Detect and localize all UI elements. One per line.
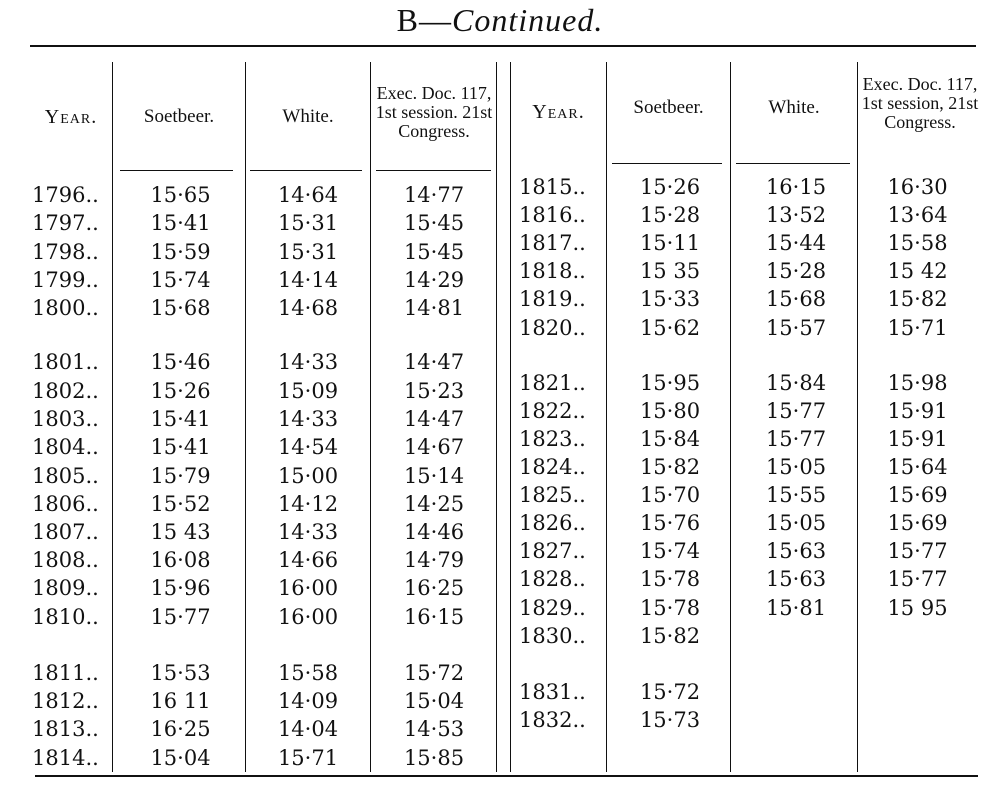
- row-white: 16·00: [277, 576, 339, 600]
- row-year: 1824..: [519, 455, 586, 479]
- row-year: 1796..: [32, 183, 99, 207]
- row-exec-doc: 15·82: [887, 287, 948, 311]
- row-exec-doc: 15·71: [887, 316, 948, 340]
- header-underline: [736, 163, 850, 164]
- row-soetbeer: 15·52: [150, 492, 211, 516]
- row-white: 14·33: [277, 520, 339, 544]
- row-white: 15·28: [765, 259, 827, 283]
- row-year: 1807..: [32, 520, 99, 544]
- row-exec-doc: 14·47: [403, 350, 465, 374]
- row-exec-doc: 15·72: [403, 661, 465, 685]
- row-exec-doc: 15·91: [887, 427, 948, 451]
- col-divider: [857, 62, 858, 772]
- col-divider: [510, 62, 511, 772]
- row-exec-doc: 14·46: [403, 520, 465, 544]
- row-white: 15·77: [765, 427, 827, 451]
- row-exec-doc: 15·85: [403, 746, 465, 770]
- row-soetbeer: 15·65: [150, 183, 211, 207]
- row-white: 15·68: [765, 287, 827, 311]
- row-year: 1804..: [32, 435, 99, 459]
- title-italic: Continued.: [452, 2, 604, 38]
- table-top-rule: [30, 45, 976, 47]
- row-year: 1820..: [519, 316, 586, 340]
- header-white-right: White.: [768, 97, 820, 118]
- row-soetbeer: 16·08: [150, 548, 211, 572]
- row-white: 14·33: [277, 407, 339, 431]
- row-year: 1808..: [32, 548, 99, 572]
- row-exec-doc: 15·69: [887, 511, 948, 535]
- row-exec-doc: 15·45: [403, 211, 465, 235]
- row-soetbeer: 15·26: [639, 175, 701, 199]
- col-divider: [730, 62, 731, 772]
- row-exec-doc: 15·77: [887, 567, 948, 591]
- row-year: 1826..: [519, 511, 586, 535]
- row-exec-doc: 16·30: [887, 175, 948, 199]
- row-exec-doc: 15·14: [403, 464, 465, 488]
- row-year: 1818..: [519, 259, 586, 283]
- row-year: 1817..: [519, 231, 586, 255]
- row-exec-doc: 15·04: [403, 689, 465, 713]
- row-white: 14·54: [277, 435, 339, 459]
- row-exec-doc: 15 95: [887, 596, 948, 620]
- row-white: 15·81: [765, 596, 827, 620]
- row-soetbeer: 15·28: [639, 203, 701, 227]
- row-soetbeer: 15·73: [639, 708, 701, 732]
- header-underline: [376, 170, 491, 171]
- row-year: 1822..: [519, 399, 586, 423]
- row-exec-doc: 16·15: [403, 605, 465, 629]
- row-white: 15·57: [765, 316, 827, 340]
- row-white: 15·55: [765, 483, 827, 507]
- row-white: 15·71: [277, 746, 339, 770]
- row-year: 1821..: [519, 371, 586, 395]
- row-white: 14·09: [277, 689, 339, 713]
- title-prefix: B—: [396, 2, 452, 38]
- row-white: 14·12: [277, 492, 339, 516]
- row-year: 1825..: [519, 483, 586, 507]
- row-exec-doc: 14·67: [403, 435, 465, 459]
- row-soetbeer: 15·26: [150, 379, 211, 403]
- row-soetbeer: 15·59: [150, 240, 211, 264]
- row-soetbeer: 15 35: [639, 259, 701, 283]
- row-soetbeer: 15·04: [150, 746, 211, 770]
- row-year: 1797..: [32, 211, 99, 235]
- row-white: 15·63: [765, 539, 827, 563]
- row-year: 1812..: [32, 689, 99, 713]
- row-soetbeer: 15·68: [150, 296, 211, 320]
- row-white: 15·05: [765, 511, 827, 535]
- row-soetbeer: 15·46: [150, 350, 211, 374]
- row-soetbeer: 15·77: [150, 605, 211, 629]
- row-soetbeer: 15·11: [639, 231, 701, 255]
- row-year: 1813..: [32, 717, 99, 741]
- header-white: White.: [282, 106, 334, 127]
- row-year: 1798..: [32, 240, 99, 264]
- row-white: 15·31: [277, 240, 339, 264]
- row-year: 1823..: [519, 427, 586, 451]
- row-white: 15·58: [277, 661, 339, 685]
- row-exec-doc: 15·23: [403, 379, 465, 403]
- col-divider: [496, 62, 497, 772]
- row-exec-doc: 15·64: [887, 455, 948, 479]
- row-soetbeer: 15·78: [639, 567, 701, 591]
- row-white: 14·33: [277, 350, 339, 374]
- row-soetbeer: 16·25: [150, 717, 211, 741]
- row-exec-doc: 14·81: [403, 296, 465, 320]
- row-year: 1815..: [519, 175, 586, 199]
- row-year: 1831..: [519, 680, 586, 704]
- row-year: 1810..: [32, 605, 99, 629]
- row-exec-doc: 15·98: [887, 371, 948, 395]
- row-year: 1830..: [519, 624, 586, 648]
- row-soetbeer: 15·53: [150, 661, 211, 685]
- row-year: 1829..: [519, 596, 586, 620]
- row-exec-doc: 16·25: [403, 576, 465, 600]
- row-soetbeer: 15 43: [150, 520, 211, 544]
- row-year: 1828..: [519, 567, 586, 591]
- row-year: 1811..: [32, 661, 99, 685]
- table-bottom-rule: [35, 775, 978, 777]
- row-exec-doc: 15·45: [403, 240, 465, 264]
- row-year: 1805..: [32, 464, 99, 488]
- row-soetbeer: 15·72: [639, 680, 701, 704]
- row-soetbeer: 15·82: [639, 455, 701, 479]
- row-white: 13·52: [765, 203, 827, 227]
- row-year: 1819..: [519, 287, 586, 311]
- row-white: 16·15: [765, 175, 827, 199]
- row-year: 1816..: [519, 203, 586, 227]
- row-exec-doc: 14·77: [403, 183, 465, 207]
- row-soetbeer: 15·41: [150, 435, 211, 459]
- row-exec-doc: 14·79: [403, 548, 465, 572]
- row-exec-doc: 14·47: [403, 407, 465, 431]
- header-soetbeer: Soetbeer.: [143, 106, 215, 127]
- row-year: 1827..: [519, 539, 586, 563]
- header-exec-doc: Exec. Doc. 117, 1st session. 21st Congress.: [375, 82, 493, 141]
- row-year: 1814..: [32, 746, 99, 770]
- row-soetbeer: 16 11: [150, 689, 211, 713]
- row-soetbeer: 15·74: [639, 539, 701, 563]
- row-exec-doc: 15·77: [887, 539, 948, 563]
- row-white: 14·64: [277, 183, 339, 207]
- col-divider: [370, 62, 371, 772]
- row-white: 15·44: [765, 231, 827, 255]
- row-soetbeer: 15·78: [639, 596, 701, 620]
- header-soetbeer-right: Soetbeer.: [633, 97, 704, 118]
- row-white: 15·31: [277, 211, 339, 235]
- header-year-right: Year.: [532, 101, 585, 123]
- row-year: 1799..: [32, 268, 99, 292]
- row-white: 15·05: [765, 455, 827, 479]
- row-white: 15·84: [765, 371, 827, 395]
- row-year: 1802..: [32, 379, 99, 403]
- row-soetbeer: 15·80: [639, 399, 701, 423]
- row-white: 15·00: [277, 464, 339, 488]
- row-exec-doc: 15·91: [887, 399, 948, 423]
- row-white: 16·00: [277, 605, 339, 629]
- page-title: [0, 2, 1000, 39]
- row-white: 14·04: [277, 717, 339, 741]
- header-year: Year.: [44, 106, 98, 128]
- row-year: 1801..: [32, 350, 99, 374]
- row-white: 15·63: [765, 567, 827, 591]
- row-white: 15·77: [765, 399, 827, 423]
- row-year: 1809..: [32, 576, 99, 600]
- header-underline: [612, 163, 722, 164]
- row-soetbeer: 15·33: [639, 287, 701, 311]
- row-soetbeer: 15·96: [150, 576, 211, 600]
- row-exec-doc: 14·53: [403, 717, 465, 741]
- row-soetbeer: 15·74: [150, 268, 211, 292]
- row-exec-doc: 14·29: [403, 268, 465, 292]
- row-soetbeer: 15·70: [639, 483, 701, 507]
- row-white: 15·09: [277, 379, 339, 403]
- row-soetbeer: 15·84: [639, 427, 701, 451]
- row-year: 1803..: [32, 407, 99, 431]
- row-soetbeer: 15·41: [150, 407, 211, 431]
- row-soetbeer: 15·76: [639, 511, 701, 535]
- row-white: 14·14: [277, 268, 339, 292]
- row-soetbeer: 15·82: [639, 624, 701, 648]
- row-white: 14·68: [277, 296, 339, 320]
- row-soetbeer: 15·41: [150, 211, 211, 235]
- row-exec-doc: 13·64: [887, 203, 948, 227]
- row-year: 1832..: [519, 708, 586, 732]
- row-exec-doc: 15·69: [887, 483, 948, 507]
- row-soetbeer: 15·79: [150, 464, 211, 488]
- row-exec-doc: 15 42: [887, 259, 948, 283]
- row-exec-doc: 14·25: [403, 492, 465, 516]
- row-soetbeer: 15·95: [639, 371, 701, 395]
- row-year: 1800..: [32, 296, 99, 320]
- row-exec-doc: 15·58: [887, 231, 948, 255]
- row-white: 14·66: [277, 548, 339, 572]
- header-exec-doc-right: Exec. Doc. 117, 1st session, 21st Congress.: [861, 73, 979, 132]
- row-soetbeer: 15·62: [639, 316, 701, 340]
- row-year: 1806..: [32, 492, 99, 516]
